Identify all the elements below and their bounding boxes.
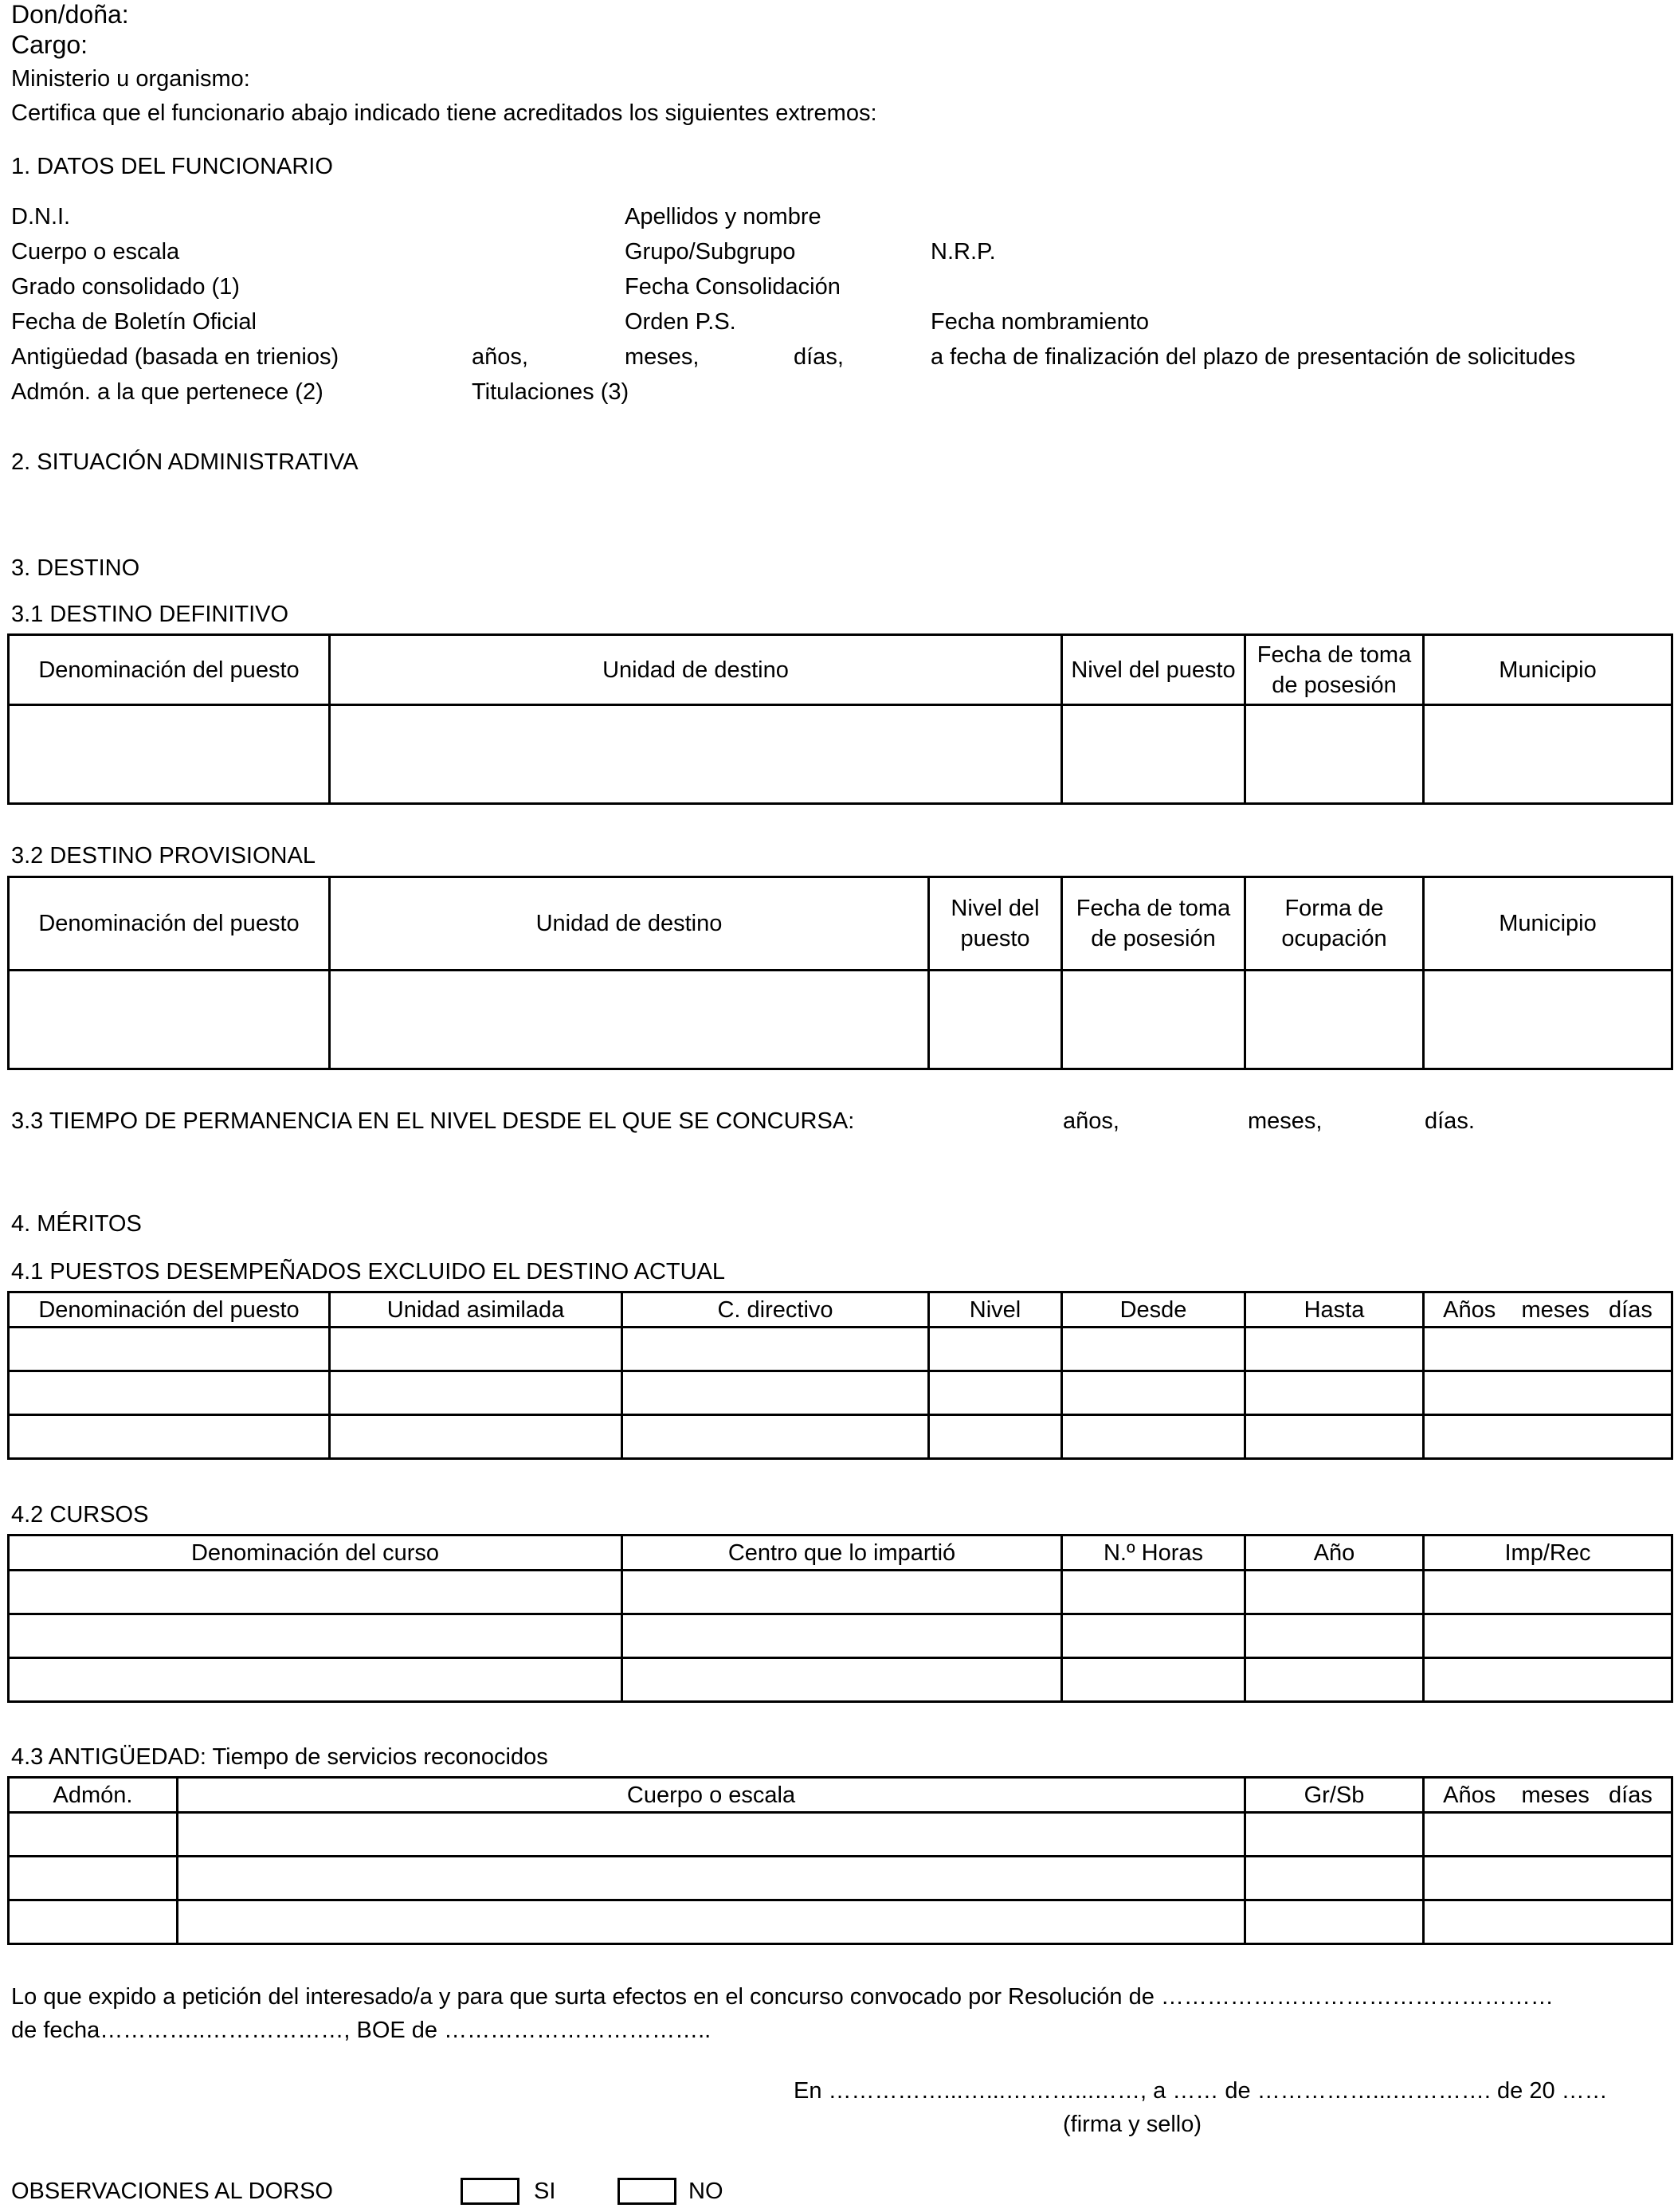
titulaciones-label: Titulaciones (3) [472,379,629,405]
apellidos-label: Apellidos y nombre [625,204,821,229]
expido-text-line1: Lo que expido a petición del interesado/a y para que surta efectos en el concurso convocado por Resolución de …………………………………………… [11,1984,1554,2010]
table-cell[interactable] [622,1571,1062,1614]
table-header [1245,635,1424,705]
table-header: Municipio [1424,635,1672,705]
table-header: Unidad de destino [330,877,929,971]
permanencia-anos: años, [1063,1108,1119,1134]
table-header-text: Fecha de toma de posesión [1256,641,1412,698]
table-cell[interactable] [1062,705,1245,804]
admon-label: Admón. a la que pertenece (2) [11,379,323,405]
table-cell[interactable] [929,1415,1062,1459]
table-cell[interactable] [1424,971,1672,1069]
table-header: Nivel del puesto [1062,635,1245,705]
table-header [1245,877,1424,971]
fecha-nombramiento-label: Fecha nombramiento [931,309,1150,335]
table-cell[interactable] [1245,971,1424,1069]
table-cell[interactable] [1062,971,1245,1069]
cuerpo-label: Cuerpo o escala [11,239,180,265]
table-header: Años meses días [1424,1778,1672,1813]
table-cell[interactable] [1424,1328,1672,1371]
table-cell[interactable] [1245,1658,1424,1702]
table-cell[interactable] [330,971,929,1069]
certifica-text: Certifica que el funcionario abajo indicado tiene acreditados los siguientes extremos: [11,100,877,126]
table-cell[interactable] [9,705,330,804]
table-header: Denominación del puesto [9,635,330,705]
table-cell[interactable] [1424,1415,1672,1459]
table-cell[interactable] [330,705,1062,804]
orden-label: Orden P.S. [625,309,736,335]
grupo-label: Grupo/Subgrupo [625,239,796,265]
fecha-boletin-label: Fecha de Boletín Oficial [11,309,257,335]
table-cell[interactable] [9,1614,622,1658]
table-cell[interactable] [1062,1415,1245,1459]
table-cell[interactable] [1062,1658,1245,1702]
table-cell[interactable] [9,1371,330,1415]
table-header: Municipio [1424,877,1672,971]
observaciones-label: OBSERVACIONES AL DORSO [11,2179,333,2204]
expido-text-line2: de fecha…………..………………, BOE de …………………………….. [11,2018,712,2043]
table-row [9,1571,1672,1614]
table-header: Unidad asimilada [330,1292,622,1328]
table-cell[interactable] [622,1614,1062,1658]
section-2-title: 2. SITUACIÓN ADMINISTRATIVA [11,449,359,475]
destino-provisional-table [7,876,1673,1070]
table-cell[interactable] [178,1900,1245,1944]
table-cell[interactable] [622,1658,1062,1702]
don-label: Don/doña: [11,0,129,29]
cursos-table [7,1534,1673,1703]
table-cell[interactable] [9,1658,622,1702]
lugar-fecha-text: En ……………...…...………...……, a …… de ……………...…………. de 20 …… [794,2078,1608,2104]
table-cell[interactable] [1424,1658,1672,1702]
table-cell[interactable] [178,1813,1245,1857]
permanencia-title: 3.3 TIEMPO DE PERMANENCIA EN EL NIVEL DESDE EL QUE SE CONCURSA: [11,1108,855,1134]
fecha-consolidacion-label: Fecha Consolidación [625,274,841,300]
permanencia-meses: meses, [1248,1108,1323,1134]
puestos-title: 4.1 PUESTOS DESEMPEÑADOS EXCLUIDO EL DESTINO ACTUAL [11,1259,726,1284]
table-row [9,1900,1672,1944]
cargo-label: Cargo: [11,30,88,59]
antiguedad-anos: años, [472,344,528,370]
table-header: Nivel [929,1292,1062,1328]
table-row [9,1328,1672,1371]
table-header: Denominación del puesto [9,877,330,971]
section-3-title: 3. DESTINO [11,555,140,581]
table-header [929,877,1062,971]
table-header: Desde [1062,1292,1245,1328]
table-cell[interactable] [9,1328,330,1371]
table-header: Cuerpo o escala [178,1778,1245,1813]
table-cell[interactable] [1424,1371,1672,1415]
section-4-title: 4. MÉRITOS [11,1211,142,1237]
cursos-title: 4.2 CURSOS [11,1502,149,1528]
table-cell[interactable] [1245,1571,1424,1614]
table-header: N.º Horas [1062,1535,1245,1571]
section-1-title: 1. DATOS DEL FUNCIONARIO [11,154,333,179]
table-row [9,1415,1672,1459]
table-cell[interactable] [1245,1614,1424,1658]
table-cell[interactable] [929,1371,1062,1415]
grado-label: Grado consolidado (1) [11,274,240,300]
table-cell[interactable] [1424,1900,1672,1944]
destino-definitivo-title: 3.1 DESTINO DEFINITIVO [11,602,289,627]
table-header: Gr/Sb [1245,1778,1424,1813]
destino-definitivo-table [7,633,1673,805]
table-header: Unidad de destino [330,635,1062,705]
table-header: Años meses días [1424,1292,1672,1328]
table-header-text: Nivel del puesto [951,896,1040,951]
table-cell[interactable] [622,1415,929,1459]
ministerio-label: Ministerio u organismo: [11,66,250,92]
table-header: Imp/Rec [1424,1535,1672,1571]
dni-label: D.N.I. [11,204,71,229]
table-cell[interactable] [9,1900,178,1944]
table-cell[interactable] [929,971,1062,1069]
table-cell[interactable] [1245,1813,1424,1857]
table-cell[interactable] [1424,1813,1672,1857]
table-header-text: Forma de ocupación [1281,896,1387,951]
table-cell[interactable] [1062,1571,1245,1614]
table-cell[interactable] [1424,1571,1672,1614]
antiguedad-meses: meses, [625,344,700,370]
table-cell[interactable] [330,1415,622,1459]
puestos-table [7,1291,1673,1460]
table-row [9,1813,1672,1857]
table-cell[interactable] [1062,1328,1245,1371]
table-cell[interactable] [178,1857,1245,1900]
table-cell[interactable] [1245,1857,1424,1900]
permanencia-dias: días. [1425,1108,1475,1134]
table-cell[interactable] [9,1813,178,1857]
no-checkbox[interactable] [617,2178,676,2205]
table-header: C. directivo [622,1292,929,1328]
table-cell[interactable] [1245,1328,1424,1371]
firma-sello-text: (firma y sello) [1063,2112,1202,2137]
destino-provisional-title: 3.2 DESTINO PROVISIONAL [11,843,316,869]
a-fecha-text: a fecha de finalización del plazo de presentación de solicitudes [931,344,1576,370]
table-header: Denominación del curso [9,1535,622,1571]
table-header: Admón. [9,1778,178,1813]
table-cell[interactable] [330,1328,622,1371]
table-cell[interactable] [9,1571,622,1614]
table-cell[interactable] [1062,1371,1245,1415]
table-cell[interactable] [622,1371,929,1415]
table-cell[interactable] [9,971,330,1069]
antiguedad-title: 4.3 ANTIGÜEDAD: Tiempo de servicios reconocidos [11,1744,548,1770]
table-cell[interactable] [1245,1900,1424,1944]
no-label: NO [688,2179,723,2204]
table-row [9,1371,1672,1415]
table-header [1062,877,1245,971]
table-cell[interactable] [1424,705,1672,804]
si-checkbox[interactable] [461,2178,519,2205]
table-row [9,1658,1672,1702]
table-row [9,1614,1672,1658]
table-header-text: Fecha de toma de posesión [1076,896,1231,951]
si-label: SI [534,2179,556,2204]
table-row [9,1857,1672,1900]
table-cell[interactable] [9,1415,330,1459]
table-cell[interactable] [929,1328,1062,1371]
table-cell[interactable] [622,1328,929,1371]
table-header: Año [1245,1535,1424,1571]
table-header: Denominación del puesto [9,1292,330,1328]
table-header: Centro que lo impartió [622,1535,1062,1571]
table-cell[interactable] [1245,705,1424,804]
table-cell[interactable] [1424,1857,1672,1900]
table-cell[interactable] [1245,1371,1424,1415]
table-cell[interactable] [1424,1614,1672,1658]
antiguedad-label: Antigüedad (basada en trienios) [11,344,339,370]
table-header: Hasta [1245,1292,1424,1328]
antiguedad-table [7,1776,1673,1945]
table-cell[interactable] [1245,1415,1424,1459]
table-cell[interactable] [9,1857,178,1900]
antiguedad-dias: días, [794,344,844,370]
table-cell[interactable] [330,1371,622,1415]
table-cell[interactable] [1062,1614,1245,1658]
nrp-label: N.R.P. [931,239,996,265]
